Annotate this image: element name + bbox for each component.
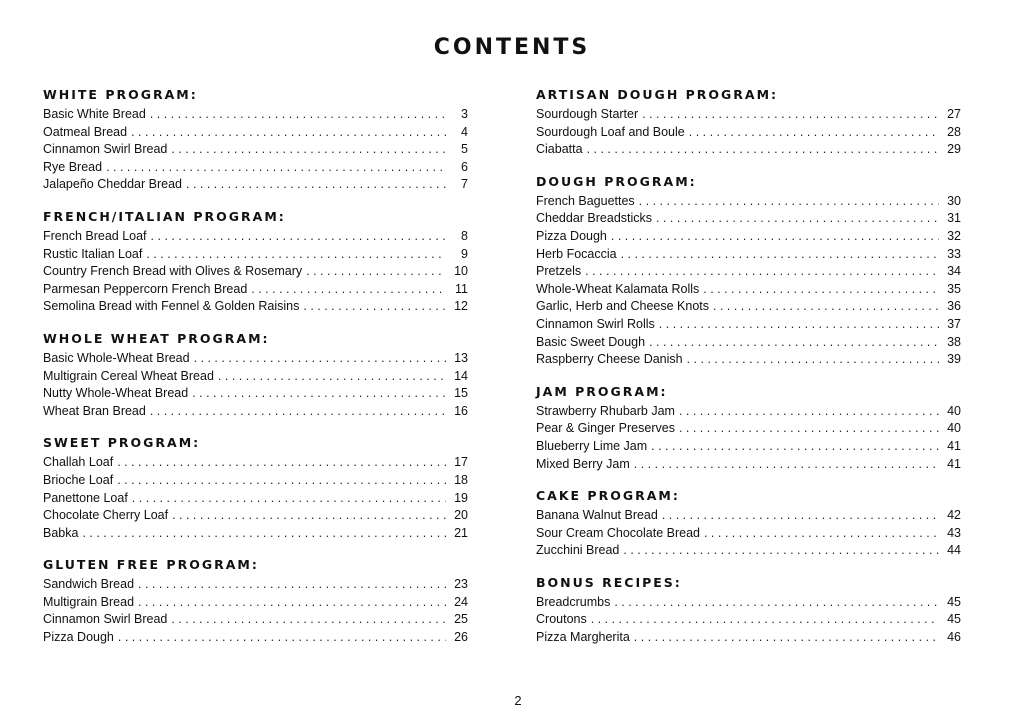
recipe-name: Herb Focaccia [536,246,617,261]
dot-leader [703,281,939,299]
toc-entry[interactable] [536,210,961,228]
page-ref: 29 [947,142,961,157]
dot-leader [639,193,939,211]
toc-entry[interactable] [43,507,468,525]
recipe-name: Zucchini Bread [536,543,620,558]
toc-right-column [536,84,961,659]
dot-leader [621,246,939,264]
toc-entry[interactable] [536,334,961,352]
section-heading: WHITE PROGRAM: [43,87,198,102]
page-ref: 15 [454,386,468,401]
dot-leader [585,263,939,281]
page-ref: 3 [461,107,468,121]
toc-entry[interactable] [536,263,961,281]
page-ref: 41 [947,456,961,471]
section-heading: JAM PROGRAM: [536,383,668,399]
recipe-name: Garlic, Herb and Cheese Knots [536,299,710,314]
toc-entry[interactable] [536,456,961,474]
dot-leader [662,507,939,525]
recipe-name: Cinnamon Swirl Bread [43,612,168,627]
dot-leader [611,228,939,246]
toc-entry[interactable] [536,420,961,438]
toc-entry[interactable] [43,263,468,281]
toc-entry[interactable] [536,351,961,369]
page-ref: 7 [461,177,468,192]
section-heading: WHOLE WHEAT PROGRAM: [43,330,270,346]
toc-section [536,572,961,647]
dot-leader [150,106,446,124]
page-title: CONTENTS [433,35,591,60]
dot-leader [634,456,939,474]
recipe-name: Basic Whole-Wheat Bread [43,350,190,365]
dot-leader [117,454,446,472]
toc-left-column [43,84,468,659]
page-ref: 46 [947,630,961,645]
page-ref: 39 [947,352,961,367]
dot-leader [587,141,939,159]
section-heading: CAKE PROGRAM: [536,488,680,504]
dot-leader [679,420,939,438]
toc-entry[interactable] [536,542,961,560]
dot-leader [171,611,446,629]
page-ref: 18 [454,472,468,487]
dot-leader [172,507,446,525]
dot-leader [634,629,939,647]
dot-leader [117,472,446,490]
toc-section [536,381,961,473]
page-ref: 40 [947,403,961,418]
toc-section [43,206,468,316]
toc-entry[interactable] [43,176,468,194]
recipe-name: Rye Bread [43,159,103,174]
toc-section [43,84,468,194]
recipe-name: Basic White Bread [43,107,146,121]
toc-entry[interactable] [536,281,961,299]
recipe-name: French Baguettes [536,193,635,208]
recipe-name: Cinnamon Swirl Rolls [536,316,655,331]
dot-leader [146,246,446,264]
recipe-name: Country French Bread with Olives & Rosemary [43,264,303,279]
recipe-name: Basic Sweet Dough [536,334,646,349]
toc-entry[interactable] [43,124,468,142]
page-ref: 12 [454,299,468,314]
recipe-name: Pretzels [536,264,582,279]
recipe-name: Brioche Loaf [43,472,114,487]
dot-leader [642,106,939,124]
recipe-name: Wheat Bran Bread [43,403,146,418]
toc-entry[interactable] [43,611,468,629]
recipe-name: Multigrain Cereal Wheat Bread [43,368,214,383]
page-ref: 43 [947,525,961,540]
page-ref: 8 [461,228,468,243]
toc-entry[interactable] [43,454,468,472]
toc-entry[interactable] [536,438,961,456]
dot-leader [251,281,446,299]
dot-leader [649,334,939,352]
recipe-name: Semolina Bread with Fennel & Golden Raisins [43,299,300,314]
toc-entry[interactable] [536,611,961,629]
toc-entry[interactable] [43,403,468,421]
recipe-name: Pizza Margherita [536,630,630,645]
toc-section [536,171,961,369]
section-heading: BONUS RECIPES: [536,574,682,590]
page-ref: 20 [454,508,468,523]
toc-entry[interactable] [536,403,961,421]
dot-leader [186,176,446,194]
page-ref: 42 [947,508,961,523]
page-number: 2 [514,693,522,708]
recipe-name: Jalapeño Cheddar Bread [43,177,182,192]
page-ref: 37 [947,316,961,331]
toc-section [536,84,961,159]
recipe-name: Strawberry Rhubarb Jam [536,403,675,418]
dot-leader [614,594,939,612]
recipe-name: Sour Cream Chocolate Bread [536,525,700,540]
toc-entry[interactable] [43,594,468,612]
dot-leader [132,490,446,508]
recipe-name: Mixed Berry Jam [536,456,630,471]
dot-leader [656,210,939,228]
toc-entry[interactable] [536,629,961,647]
page-ref: 16 [454,403,468,418]
page-ref: 26 [454,630,468,645]
toc-entry[interactable] [43,472,468,490]
toc-entry[interactable] [43,298,468,316]
recipe-name: Sandwich Bread [43,577,135,592]
dot-leader [679,403,939,421]
page-ref: 4 [461,124,468,139]
recipe-name: Babka [43,525,79,540]
page-ref: 23 [454,577,468,592]
toc-entry[interactable] [43,106,468,124]
recipe-name: Cheddar Breadsticks [536,211,653,226]
page-ref: 27 [947,107,961,121]
recipe-name: Nutty Whole-Wheat Bread [43,386,189,401]
toc-entry[interactable] [536,141,961,159]
recipe-name: Pear & Ginger Preserves [536,421,675,436]
page-ref: 21 [454,525,468,540]
recipe-name: Panettone Loaf [43,490,128,505]
toc-entry[interactable] [536,298,961,316]
dot-leader [194,350,446,368]
toc-entry[interactable] [43,368,468,386]
dot-leader [689,124,939,142]
page-ref: 5 [461,142,468,157]
dot-leader [106,159,446,177]
page-ref: 13 [454,350,468,365]
toc-entry[interactable] [536,246,961,264]
page-ref: 30 [947,193,961,208]
dot-leader [713,298,939,316]
page-ref: 17 [454,455,468,470]
page-ref: 31 [947,211,961,226]
dot-leader [138,594,446,612]
page-ref: 32 [947,228,961,243]
dot-leader [623,542,939,560]
dot-leader [651,438,939,456]
page-ref: 10 [454,264,468,279]
toc-entry[interactable] [43,576,468,594]
recipe-name: Ciabatta [536,142,583,157]
toc-entry[interactable] [43,281,468,299]
recipe-name: Rustic Italian Loaf [43,246,143,261]
toc-entry[interactable] [43,141,468,159]
dot-leader [659,316,939,334]
toc-entry[interactable] [43,490,468,508]
section-heading: GLUTEN FREE PROGRAM: [43,557,259,573]
recipe-name: Pizza Dough [536,228,607,243]
recipe-name: Challah Loaf [43,455,114,470]
page-ref: 34 [947,264,961,279]
dot-leader [704,525,939,543]
recipe-name: Raspberry Cheese Danish [536,352,683,367]
dot-leader [687,351,939,369]
page-ref: 24 [454,594,468,609]
recipe-name: Whole-Wheat Kalamata Rolls [536,281,700,296]
toc-entry[interactable] [536,106,961,124]
toc-entry[interactable] [43,629,468,647]
page-ref: 41 [947,438,961,453]
toc-entry[interactable] [536,316,961,334]
page-ref: 6 [461,159,468,174]
section-heading: SWEET PROGRAM: [43,435,201,451]
toc-entry[interactable] [43,350,468,368]
toc-section [43,554,468,646]
toc-entry[interactable] [536,525,961,543]
page-ref: 45 [947,594,961,609]
toc-section [43,328,468,420]
page-ref: 38 [947,334,961,349]
dot-leader [151,228,446,246]
page-ref: 33 [947,246,961,261]
dot-leader [171,141,446,159]
recipe-name: Blueberry Lime Jam [536,438,648,453]
dot-leader [118,629,446,647]
recipe-name: Chocolate Cherry Loaf [43,508,169,523]
toc-entry[interactable] [536,594,961,612]
page-ref: 14 [454,368,468,383]
toc-entry[interactable] [536,507,961,525]
page-ref: 44 [947,543,961,558]
dot-leader [150,403,446,421]
section-heading: ARTISAN DOUGH PROGRAM: [536,87,779,102]
recipe-name: Sourdough Loaf and Boule [536,124,685,139]
dot-leader [218,368,446,386]
toc-entry[interactable] [536,124,961,142]
page-ref: 40 [947,421,961,436]
page-ref: 28 [947,124,961,139]
recipe-name: French Bread Loaf [43,228,147,243]
dot-leader [303,298,446,316]
recipe-name: Pizza Dough [43,630,114,645]
toc-entry[interactable] [536,193,961,211]
recipe-name: Breadcrumbs [536,594,611,609]
page-ref: 25 [454,612,468,627]
recipe-name: Parmesan Peppercorn French Bread [43,281,248,296]
toc-entry[interactable] [43,228,468,246]
toc-section [43,432,468,542]
toc-entry[interactable] [43,246,468,264]
dot-leader [591,611,939,629]
recipe-name: Multigrain Bread [43,594,135,609]
toc-section [536,485,961,560]
recipe-name: Oatmeal Bread [43,124,128,139]
dot-leader [82,525,446,543]
recipe-name: Cinnamon Swirl Bread [43,142,168,157]
dot-leader [138,576,446,594]
page-ref: 36 [947,299,961,314]
toc-entry[interactable] [536,228,961,246]
section-heading: FRENCH/ITALIAN PROGRAM: [43,208,286,224]
toc-entry[interactable] [43,385,468,403]
dot-leader [306,263,446,281]
page-ref: 9 [461,246,468,261]
page-ref: 11 [455,281,468,296]
dot-leader [192,385,446,403]
section-heading: DOUGH PROGRAM: [536,173,697,189]
page-ref: 35 [947,281,961,296]
toc-entry[interactable] [43,525,468,543]
recipe-name: Croutons [536,612,587,627]
toc-entry[interactable] [43,159,468,177]
page-ref: 45 [947,612,961,627]
recipe-name: Banana Walnut Bread [536,508,658,523]
recipe-name: Sourdough Starter [536,107,639,121]
page-ref: 19 [454,490,468,505]
dot-leader [131,124,446,142]
